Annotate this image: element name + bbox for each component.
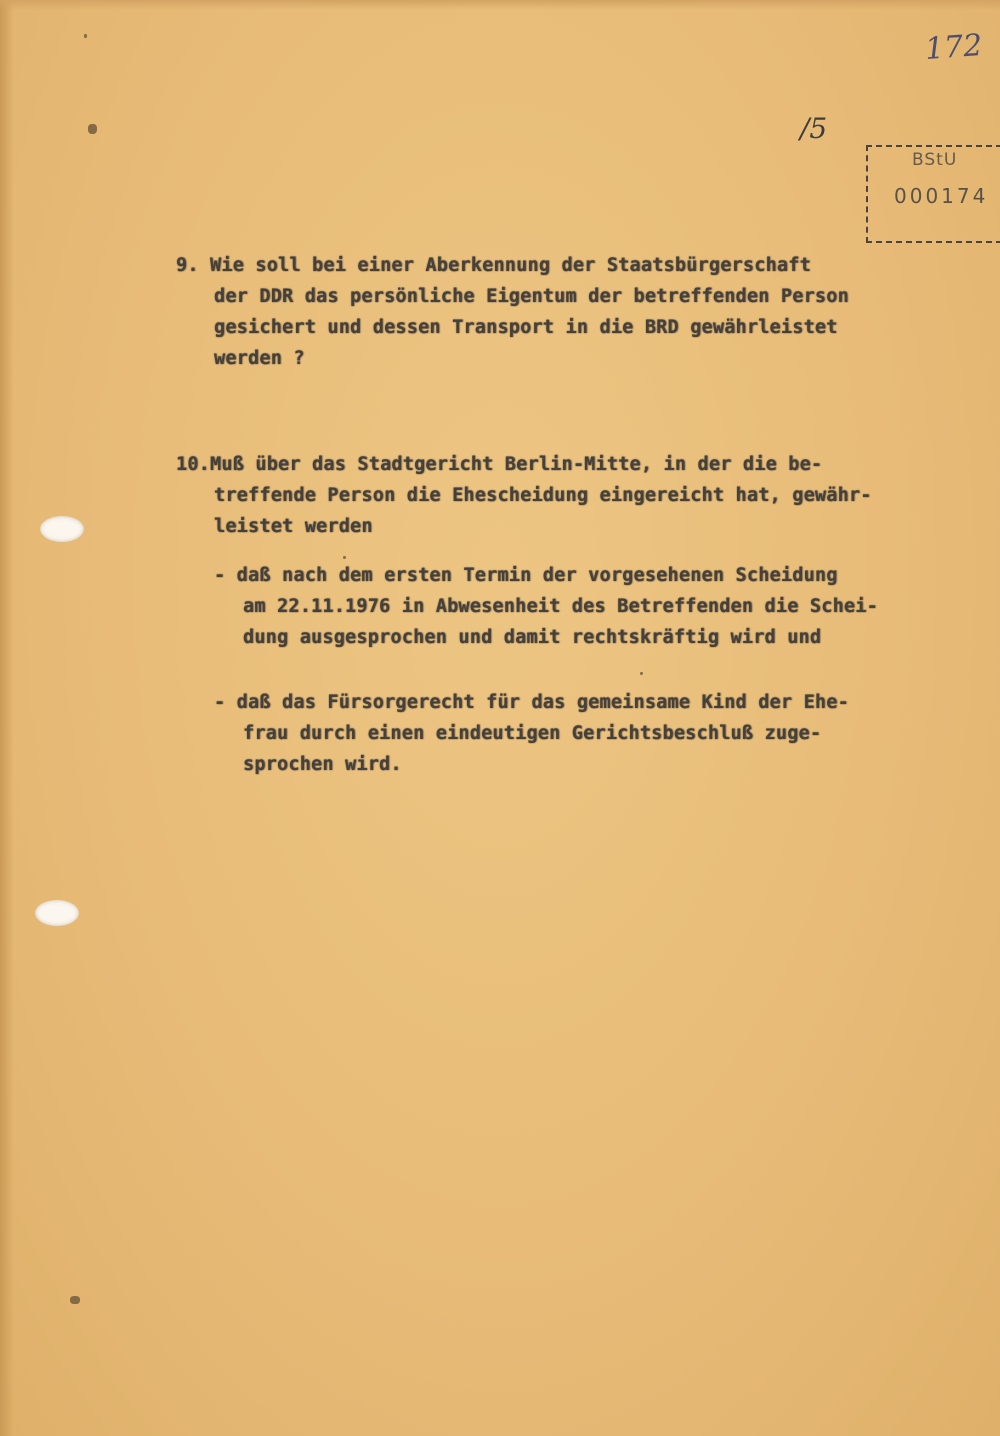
text-line: frau durch einen eindeutigen Gerichtsbeschluß zuge- [243,723,822,744]
paper-speck [343,556,346,559]
text-line: sprochen wird. [243,754,402,775]
text-line: 10.Muß über das Stadtgericht Berlin-Mitte, in der die be- [176,454,823,475]
text-line: dung ausgesprochen und damit rechtskräftig wird und [243,627,822,648]
text-line: leistet werden [214,516,373,537]
punch-hole-lower [35,900,79,926]
folio-number: 172 [923,28,984,67]
paper-speck [84,34,87,38]
paper-speck [70,1296,80,1304]
stamp-number: 000174 [894,184,989,208]
text-line: am 22.11.1976 in Abwesenheit des Betreffenden die Schei- [243,596,878,617]
text-line: gesichert und dessen Transport in die BRD gewährleistet [214,317,838,338]
punch-hole-upper [40,516,84,542]
text-line: der DDR das persönliche Eigentum der betreffenden Person [214,286,849,307]
page-marker: /5 [800,112,828,145]
paper-speck [88,124,97,134]
paper-speck [640,672,643,675]
text-line: treffende Person die Ehescheidung eingereicht hat, gewähr- [214,485,872,506]
text-line: - daß nach dem ersten Termin der vorgesehenen Scheidung [214,565,838,586]
paper-edge-left [0,0,14,1436]
text-line: werden ? [214,348,305,369]
paper-edge-top [0,0,1000,10]
stamp-agency: BStU [912,150,958,170]
text-line: - daß das Fürsorgerecht für das gemeinsame Kind der Ehe- [214,692,849,713]
text-line: 9. Wie soll bei einer Aberkennung der Staatsbürgerschaft [176,255,811,276]
